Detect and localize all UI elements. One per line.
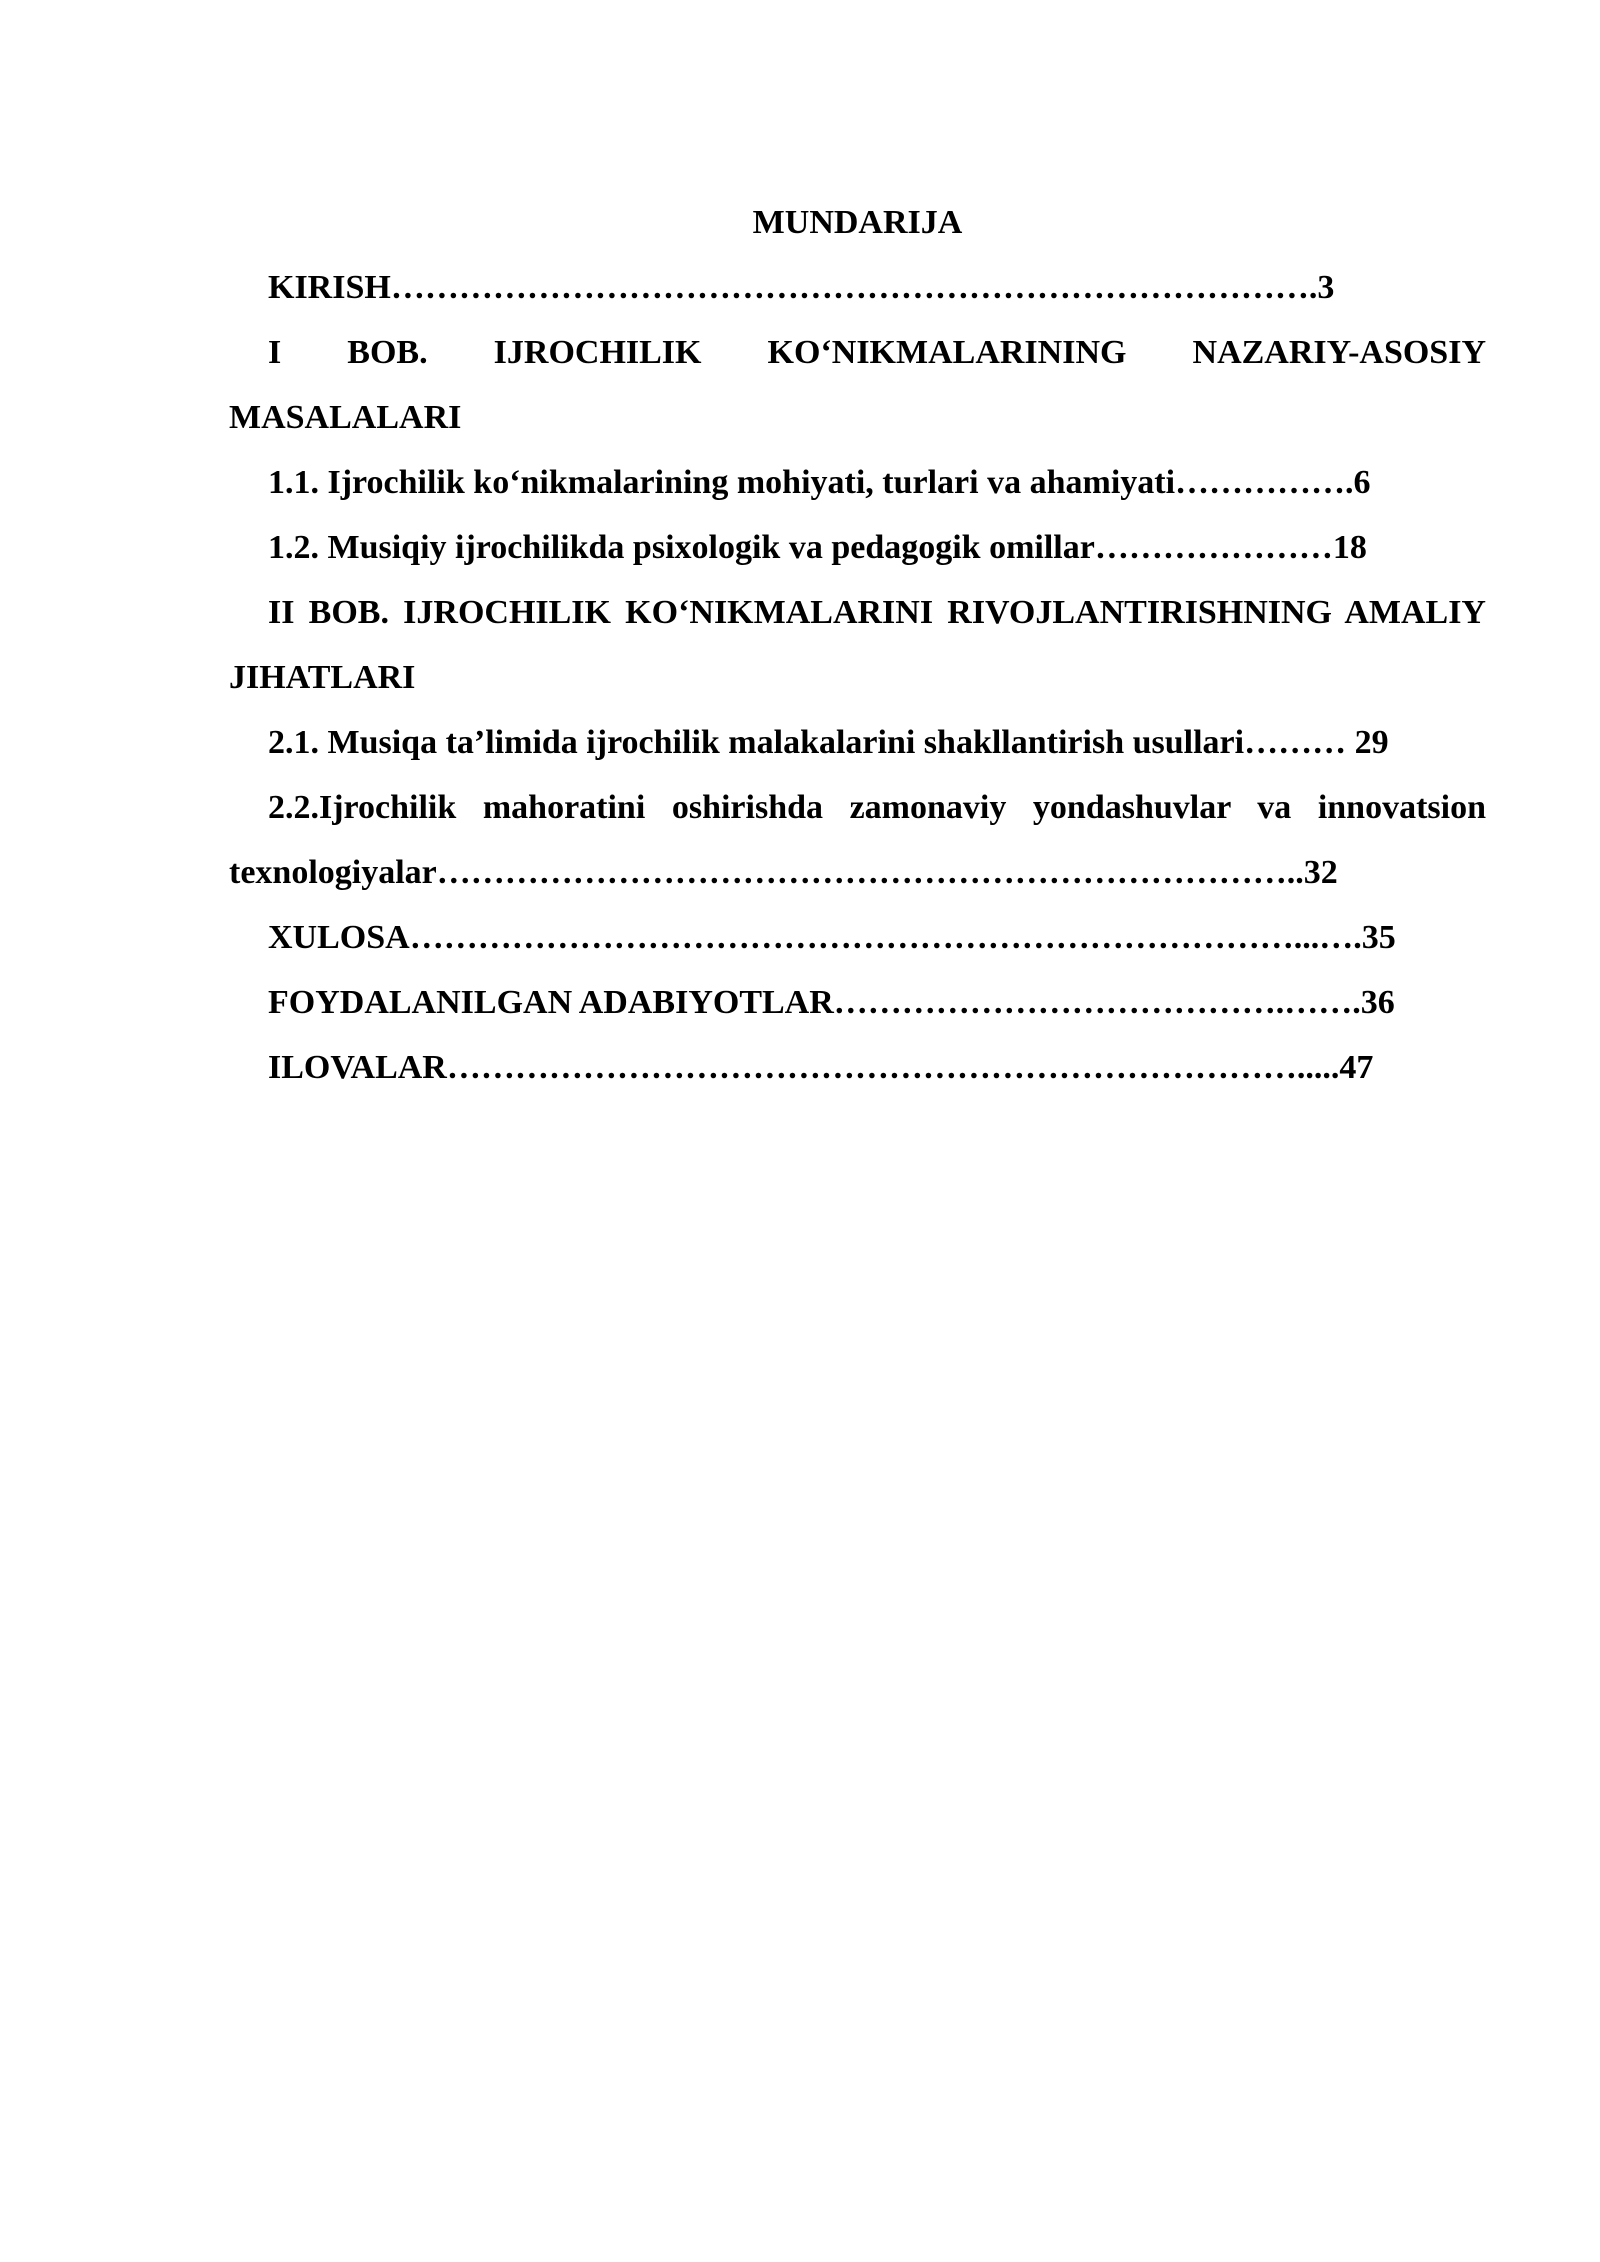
- toc-entry-section-2-1: 2.1. Musiqa ta’limida ijrochilik malakalarini shakllantirish usullari……… 29: [268, 724, 1389, 761]
- toc-entry-adabiyotlar: FOYDALANILGAN ADABIYOTLAR………………………………….…….36: [268, 984, 1395, 1021]
- toc-entry-section-2-2: 2.2.Ijrochilik mahoratini oshirishda zamonaviy yondashuvlar va innovatsion texnologiyalar…………………………………………………………………..32: [229, 789, 1486, 891]
- toc-title: MUNDARIJA: [752, 204, 963, 241]
- table-of-contents: [229, 190, 1486, 1100]
- toc-entry-kirish: KIRISH……………………………………………………………………….3: [268, 269, 1335, 306]
- toc-entry-chapter-2: II BOB. IJROCHILIK KO‘NIKMALARINI RIVOJLANTIRISHNING AMALIY JIHATLARI: [229, 594, 1486, 696]
- toc-entry-section-1-1: 1.1. Ijrochilik ko‘nikmalarining mohiyati, turlari va ahamiyati…………….6: [268, 464, 1371, 501]
- toc-entry-xulosa: XULOSA……………………………………………………………………...….35: [268, 919, 1396, 956]
- toc-entry-section-1-2: 1.2. Musiqiy ijrochilikda psixologik va pedagogik omillar…………………18: [268, 529, 1367, 566]
- toc-entry-chapter-1: I BOB. IJROCHILIK KO‘NIKMALARINING NAZARIY-ASOSIY MASALALARI: [229, 334, 1486, 436]
- toc-entry-ilovalar: ILOVALAR………………………………………………………………….....47: [268, 1049, 1374, 1086]
